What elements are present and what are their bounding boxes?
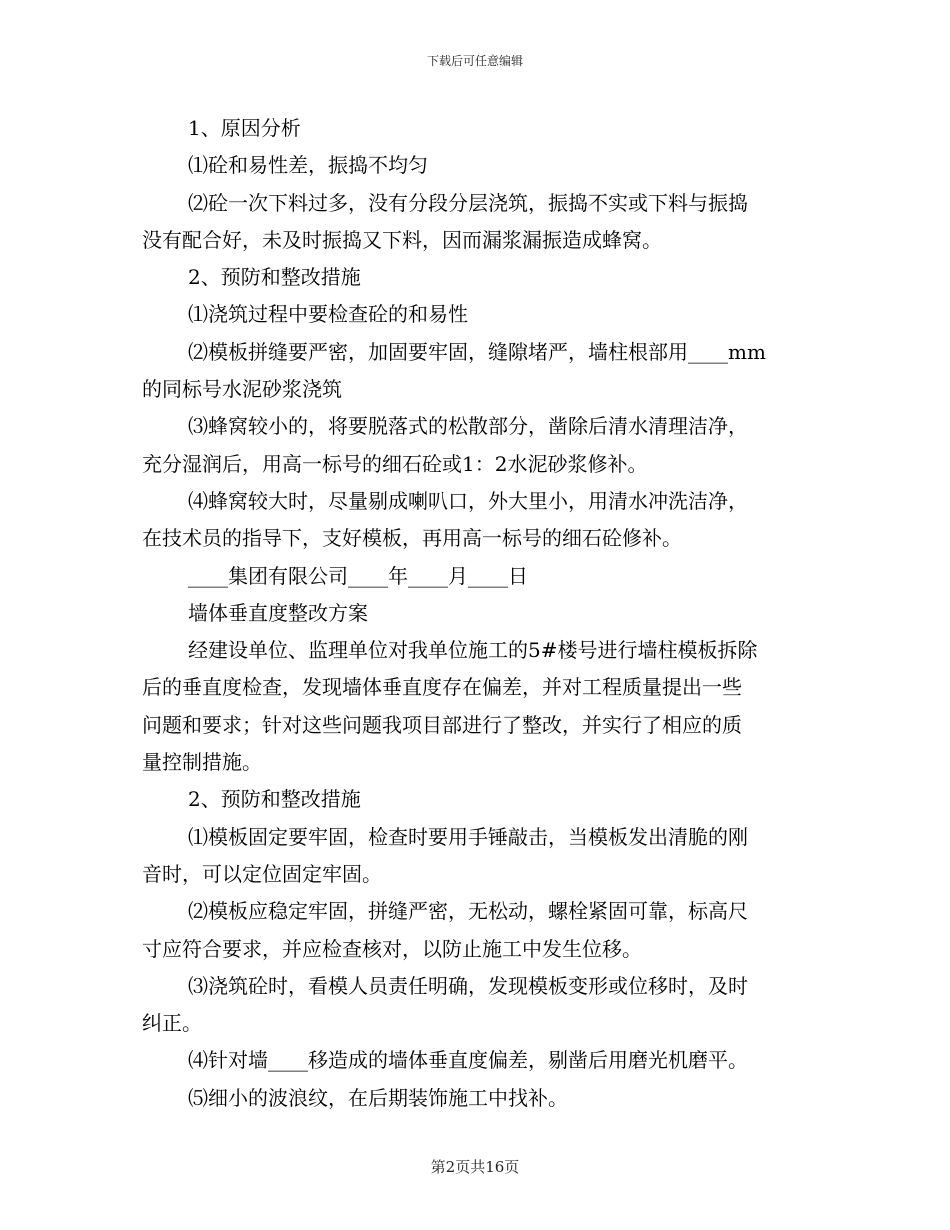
paragraph-line: ⑷针对墙____移造成的墙体垂直度偏差，剔凿后用磨光机磨平。	[188, 1048, 748, 1073]
paragraph-line: ⑸细小的波浪纹，在后期装饰施工中找补。	[188, 1085, 568, 1110]
paragraph-line: ⑴模板固定要牢固，检查时要用手锤敲击，当模板发出清脆的刚	[188, 824, 748, 849]
paragraph-line: 后的垂直度检查，发现墙体垂直度存在偏差，并对工程质量提出一些	[142, 675, 742, 700]
paragraph-line: ⑵模板拼缝要严密，加固要牢固，缝隙堵严，墙柱根部用____mm	[188, 339, 766, 364]
section-heading: 2、预防和整改措施	[188, 265, 361, 290]
section-heading: 2、预防和整改措施	[188, 787, 361, 812]
section-heading: 1、原因分析	[188, 116, 301, 140]
paragraph-line: ⑷蜂窝较大时，尽量剔成喇叭口，外大里小，用清水冲洗洁净，	[188, 488, 748, 513]
paragraph-line: 充分湿润后，用高一标号的细石砼或1：2水泥砂浆修补。	[142, 451, 648, 476]
paragraph-line: 纠正。	[142, 1011, 202, 1036]
document-title: 墙体垂直度整改方案	[188, 600, 368, 625]
paragraph-line: ⑵砼一次下料过多，没有分段分层浇筑，振捣不实或下料与振捣	[188, 190, 748, 215]
paragraph-line: ⑶蜂窝较小的，将要脱落式的松散部分，凿除后清水清理洁净，	[188, 414, 748, 439]
paragraph-line: 问题和要求；针对这些问题我项目部进行了整改，并实行了相应的质	[142, 712, 742, 737]
paragraph-line: ⑴砼和易性差，振捣不均匀	[188, 153, 428, 178]
paragraph-line: ⑶浇筑砼时，看模人员责任明确，发现模板变形或位移时，及时	[188, 973, 748, 998]
paragraph-line: ⑴浇筑过程中要检查砼的和易性	[188, 302, 468, 327]
paragraph-line: 量控制措施。	[142, 750, 262, 775]
page-header-note: 下载后可任意编辑	[426, 54, 523, 68]
document-body	[142, 110, 812, 1117]
paragraph-line: ⑵模板应稳定牢固，拼缝严密，无松动，螺栓紧固可靠，标高尺	[188, 899, 748, 924]
page-number: 第2页共16页	[430, 1158, 520, 1176]
paragraph-line: 音时，可以定位固定牢固。	[142, 861, 382, 886]
paragraph-line: 寸应符合要求，并应检查核对，以防止施工中发生位移。	[142, 936, 642, 961]
signature-line: ____集团有限公司____年____月____日	[188, 563, 528, 588]
paragraph-line: 的同标号水泥砂浆浇筑	[142, 377, 342, 402]
paragraph-line: 经建设单位、监理单位对我单位施工的5#楼号进行墙柱模板拆除	[188, 638, 758, 663]
paragraph-line: 没有配合好，未及时振捣又下料，因而漏浆漏振造成蜂窝。	[142, 227, 662, 252]
paragraph-line: 在技术员的指导下，支好模板，再用高一标号的细石砼修补。	[142, 526, 682, 551]
